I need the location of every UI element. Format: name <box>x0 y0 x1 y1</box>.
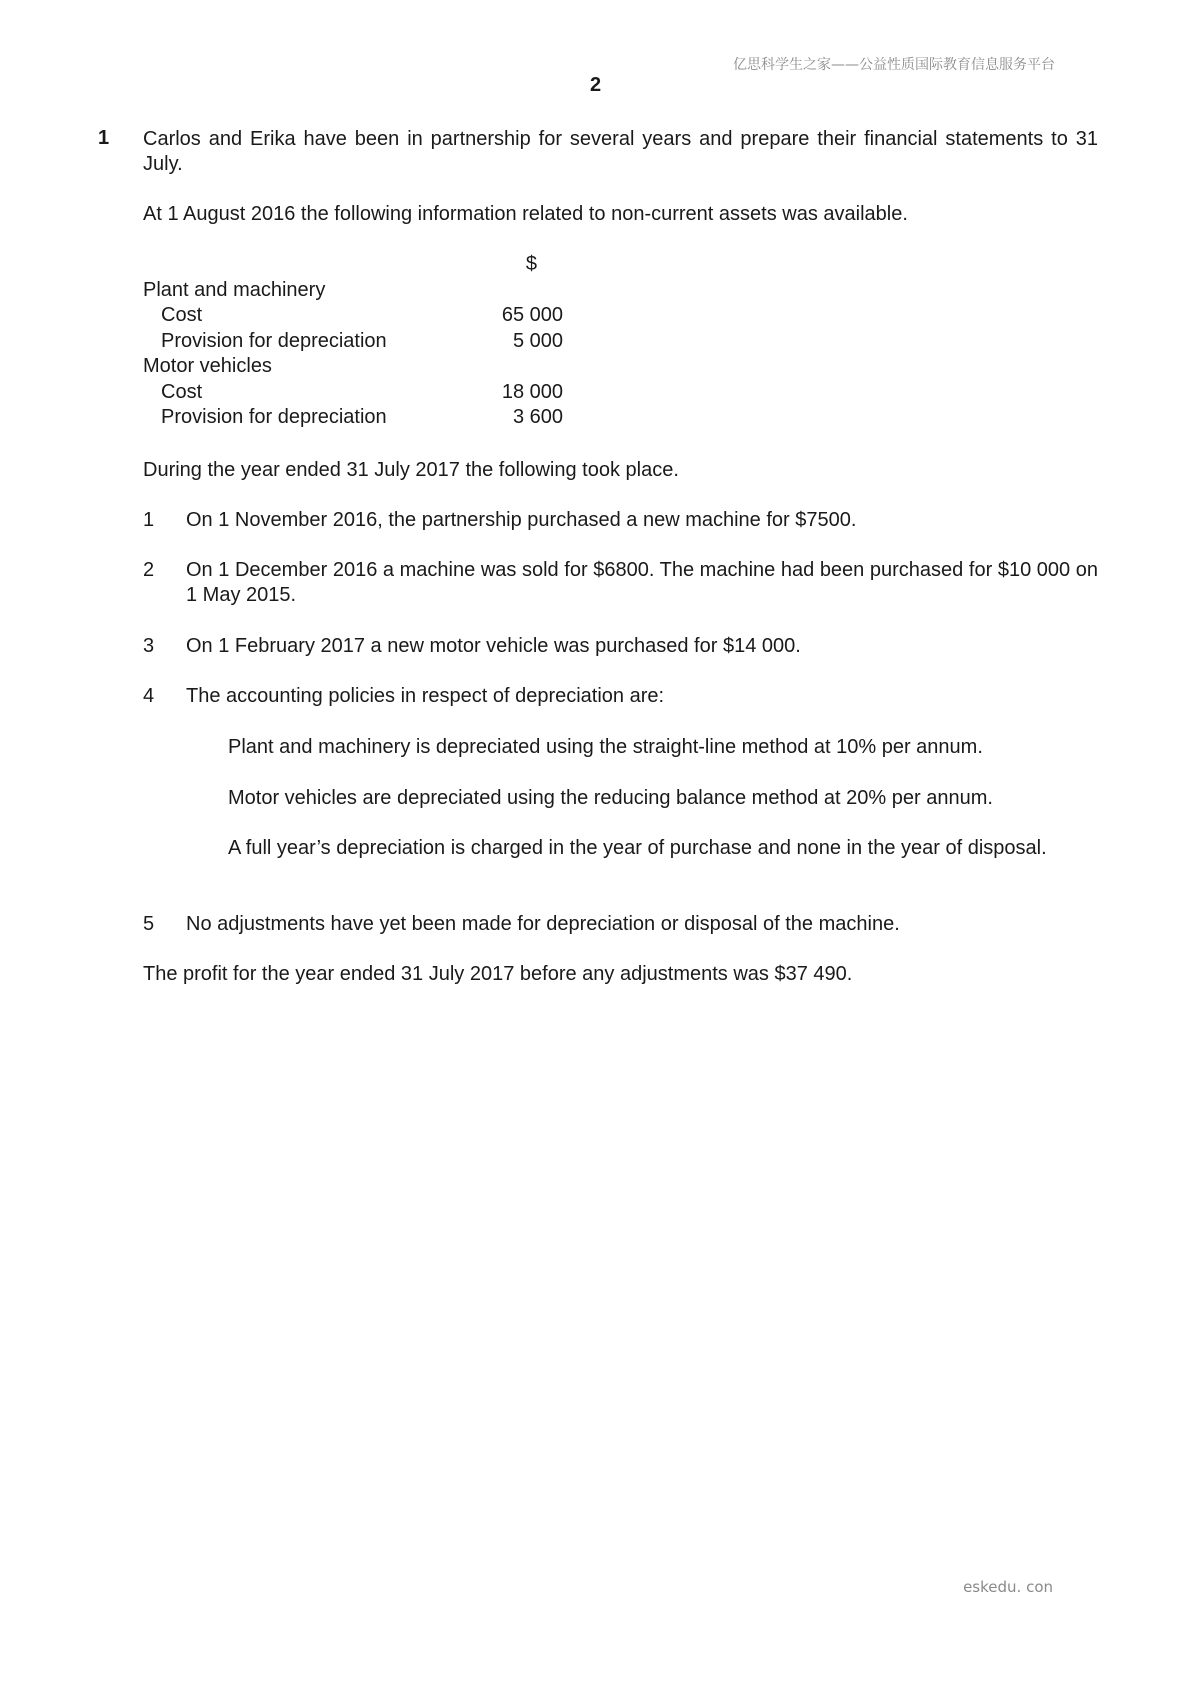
row-label: Motor vehicles <box>143 355 272 377</box>
row-label: Plant and machinery <box>143 278 326 301</box>
table-header-row <box>143 252 563 278</box>
watermark-footer: eskedu. con <box>963 1578 1053 1596</box>
row-label: Cost <box>161 304 203 326</box>
info-line: At 1 August 2016 the following information related to non-current assets was available. <box>143 203 908 225</box>
item-text: No adjustments have yet been made for depreciation or disposal of the machine. <box>186 913 900 935</box>
row-value: 65 000 <box>501 304 563 326</box>
item-text: The accounting policies in respect of depreciation are: <box>186 685 665 707</box>
row-value: 5 000 <box>512 329 563 352</box>
during-year-line: During the year ended 31 July 2017 the following took place. <box>143 459 679 481</box>
table-row <box>143 278 563 304</box>
table-row <box>143 329 563 355</box>
item-number: 4 <box>143 685 155 707</box>
row-value: 18 000 <box>501 380 563 403</box>
policy-text: A full year’s depreciation is charged in the year of purchase and none in the year of disposal. <box>228 837 1047 859</box>
item-text: On 1 December 2016 a machine was sold for $6800. The machine had been purchased for $10 000 on 1 May 2015. <box>186 559 1098 606</box>
watermark-header: 亿思科学生之家——公益性质国际教育信息服务平台 <box>733 57 1055 73</box>
table-row <box>143 380 563 406</box>
item-number: 5 <box>143 913 155 935</box>
non-current-assets-table <box>143 252 563 431</box>
item-text: On 1 February 2017 a new motor vehicle was purchased for $14 000. <box>186 635 801 657</box>
question-intro: Carlos and Erika have been in partnership for several years and prepare their financial statements to 31 July. <box>143 128 1098 175</box>
policy-text: Motor vehicles are depreciated using the reducing balance method at 20% per annum. <box>228 787 993 809</box>
policy-text: Plant and machinery is depreciated using the straight-line method at 10% per annum. <box>228 736 983 758</box>
row-label: Provision for depreciation <box>161 329 387 352</box>
item-number: 2 <box>143 559 155 581</box>
table-row <box>143 405 563 431</box>
currency-header: $ <box>525 253 537 275</box>
item-text: On 1 November 2016, the partnership purchased a new machine for $7500. <box>186 509 857 531</box>
row-label: Provision for depreciation <box>161 406 387 428</box>
question-number: 1 <box>98 127 110 149</box>
profit-line: The profit for the year ended 31 July 2017 before any adjustments was $37 490. <box>143 963 853 985</box>
table-row <box>143 354 563 380</box>
page-number: 2 <box>589 74 602 96</box>
item-number: 3 <box>143 635 155 657</box>
row-value: 3 600 <box>512 406 563 428</box>
row-label: Cost <box>161 380 203 403</box>
item-number: 1 <box>143 509 155 531</box>
table-row <box>143 303 563 329</box>
